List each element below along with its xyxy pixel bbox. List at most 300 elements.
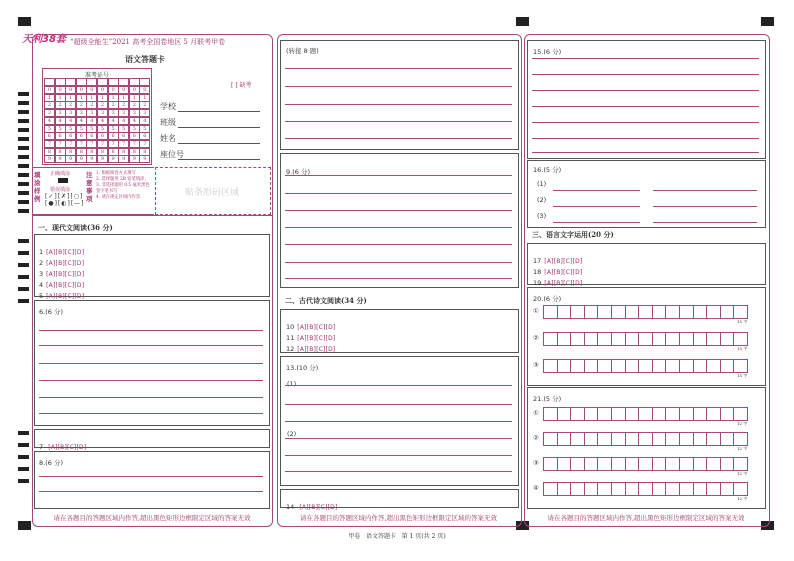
- id-digit-bubble[interactable]: 7: [44, 140, 55, 148]
- row-marker: ③: [533, 459, 539, 467]
- id-digit-bubble[interactable]: 9: [139, 155, 150, 163]
- id-digit-bubble[interactable]: 6: [108, 132, 119, 140]
- char-cell[interactable]: [665, 457, 680, 471]
- char-cell[interactable]: [693, 407, 708, 421]
- id-digit-bubble[interactable]: 2: [55, 101, 66, 109]
- id-digit-bubble[interactable]: 2: [76, 101, 87, 109]
- id-digit-bubble[interactable]: 9: [129, 155, 140, 163]
- id-digit-bubble[interactable]: 4: [44, 117, 55, 125]
- id-digit-header-cell[interactable]: [129, 78, 140, 86]
- info-field-label: 学校: [160, 102, 176, 111]
- id-digit-bubble[interactable]: 7: [86, 140, 97, 148]
- mc-options[interactable]: [A][B][C][D]: [46, 271, 85, 278]
- id-digit-bubble[interactable]: 3: [139, 109, 150, 117]
- char-cell[interactable]: [557, 457, 572, 471]
- q15-answer-line[interactable]: [532, 58, 759, 59]
- id-digit-bubble[interactable]: 2: [139, 101, 150, 109]
- info-field-input[interactable]: [178, 127, 260, 128]
- id-digit-bubble[interactable]: 3: [55, 109, 66, 117]
- char-cell[interactable]: [679, 432, 694, 446]
- char-cell[interactable]: [706, 482, 721, 496]
- timing-mark: [18, 455, 29, 459]
- mc-number: 2: [39, 259, 44, 267]
- char-cell[interactable]: [625, 332, 640, 346]
- id-digit-bubble[interactable]: 0: [118, 86, 129, 94]
- char-cell[interactable]: [611, 332, 626, 346]
- id-digit-bubble[interactable]: 5: [139, 125, 150, 133]
- id-digit-bubble[interactable]: 6: [76, 132, 87, 140]
- char-cell[interactable]: [652, 432, 667, 446]
- id-digit-bubble[interactable]: 8: [44, 148, 55, 156]
- id-digit-bubble[interactable]: 5: [86, 125, 97, 133]
- char-cell[interactable]: [570, 432, 585, 446]
- char-cell[interactable]: [733, 432, 748, 446]
- char-cell[interactable]: [557, 432, 572, 446]
- char-cell[interactable]: [720, 305, 735, 319]
- absent-checkbox[interactable]: [ ] 缺考: [231, 82, 252, 89]
- id-digit-bubble[interactable]: 4: [86, 117, 97, 125]
- id-digit-bubble[interactable]: 2: [44, 101, 55, 109]
- char-cell[interactable]: [557, 359, 572, 373]
- char-cell[interactable]: [733, 305, 748, 319]
- char-cell[interactable]: [720, 457, 735, 471]
- q16-answer-line[interactable]: [553, 206, 640, 207]
- q9-answer-line[interactable]: [285, 227, 512, 228]
- char-cell[interactable]: [638, 432, 653, 446]
- char-count-label: 15 字: [737, 319, 748, 324]
- q9-answer-line[interactable]: [285, 244, 512, 245]
- q15-answer-line[interactable]: [532, 106, 759, 107]
- q6-answer-line[interactable]: [39, 397, 263, 398]
- id-digit-bubble[interactable]: 2: [86, 101, 97, 109]
- char-cell[interactable]: [543, 432, 558, 446]
- q6-answer-line[interactable]: [39, 330, 263, 331]
- id-digit-bubble[interactable]: 0: [55, 86, 66, 94]
- char-count-label: 12 字: [737, 496, 748, 501]
- id-digit-bubble[interactable]: 0: [65, 86, 76, 94]
- id-digit-bubble[interactable]: 1: [44, 94, 55, 102]
- char-cell[interactable]: [693, 457, 708, 471]
- id-digit-bubble[interactable]: 0: [86, 86, 97, 94]
- id-digit-header-cell[interactable]: [55, 78, 66, 86]
- q20-label: 20.(6 分): [533, 295, 562, 303]
- id-digit-bubble[interactable]: 1: [97, 94, 108, 102]
- q6-answer-line[interactable]: [39, 413, 263, 414]
- mc-options[interactable]: [A][B][C][D]: [46, 293, 85, 300]
- q13-answer-line[interactable]: [285, 455, 512, 456]
- char-cell[interactable]: [584, 332, 599, 346]
- id-digit-bubble[interactable]: 4: [97, 117, 108, 125]
- id-digit-bubble[interactable]: 3: [76, 109, 87, 117]
- char-cell[interactable]: [570, 359, 585, 373]
- mc-item-14[interactable]: [286, 494, 338, 513]
- char-cell[interactable]: [611, 359, 626, 373]
- id-digit-bubble[interactable]: 0: [108, 86, 119, 94]
- char-cell[interactable]: [597, 359, 612, 373]
- id-digit-bubble[interactable]: 9: [76, 155, 87, 163]
- char-cell[interactable]: [652, 332, 667, 346]
- mc-options[interactable]: [A][B][C][D]: [46, 249, 85, 256]
- mc-options[interactable]: [A][B][C][D]: [297, 346, 336, 353]
- q15-answer-line[interactable]: [532, 122, 759, 123]
- char-cell[interactable]: [652, 407, 667, 421]
- char-cell[interactable]: [543, 359, 558, 373]
- info-field-input[interactable]: [178, 159, 260, 160]
- char-cell[interactable]: [665, 482, 680, 496]
- char-cell[interactable]: [720, 407, 735, 421]
- char-cell[interactable]: [584, 432, 599, 446]
- q16-answer-line[interactable]: [653, 190, 757, 191]
- char-cell[interactable]: [638, 407, 653, 421]
- id-digit-bubble[interactable]: 1: [65, 94, 76, 102]
- q9-answer-line[interactable]: [285, 278, 512, 279]
- char-cell[interactable]: [733, 407, 748, 421]
- char-cell[interactable]: [611, 407, 626, 421]
- char-cell[interactable]: [679, 407, 694, 421]
- char-cell[interactable]: [557, 407, 572, 421]
- char-cell[interactable]: [584, 359, 599, 373]
- id-digit-bubble[interactable]: 8: [129, 148, 140, 156]
- char-cell[interactable]: [706, 457, 721, 471]
- char-cell[interactable]: [543, 332, 558, 346]
- id-digit-bubble[interactable]: 1: [76, 94, 87, 102]
- mc-options[interactable]: [A][B][C][D]: [544, 258, 583, 265]
- char-cell[interactable]: [570, 457, 585, 471]
- id-digit-bubble[interactable]: 7: [139, 140, 150, 148]
- info-field-input[interactable]: [178, 143, 260, 144]
- mc-options[interactable]: [A][B][C][D]: [297, 335, 336, 342]
- id-digit-bubble[interactable]: 9: [118, 155, 129, 163]
- id-digit-bubble[interactable]: 3: [65, 109, 76, 117]
- char-cell[interactable]: [693, 432, 708, 446]
- id-digit-header-cell[interactable]: [86, 78, 97, 86]
- id-digit-header-cell[interactable]: [65, 78, 76, 86]
- char-cell[interactable]: [625, 359, 640, 373]
- char-cell[interactable]: [706, 432, 721, 446]
- id-digit-bubble[interactable]: 7: [97, 140, 108, 148]
- continue-answer-line[interactable]: [285, 138, 512, 139]
- timing-mark: [18, 119, 29, 123]
- q6-answer-line[interactable]: [39, 345, 263, 346]
- id-digit-bubble[interactable]: 0: [139, 86, 150, 94]
- q16-answer-line[interactable]: [553, 190, 640, 191]
- id-digit-bubble[interactable]: 4: [118, 117, 129, 125]
- id-digit-bubble[interactable]: 2: [97, 101, 108, 109]
- char-cell[interactable]: [679, 457, 694, 471]
- id-digit-bubble[interactable]: 4: [55, 117, 66, 125]
- id-digit-bubble[interactable]: 1: [86, 94, 97, 102]
- row-marker: ②: [533, 334, 539, 342]
- id-digit-bubble[interactable]: 9: [108, 155, 119, 163]
- q13-answer-line[interactable]: [285, 404, 512, 405]
- id-digit-bubble[interactable]: 8: [65, 148, 76, 156]
- id-digit-bubble[interactable]: 8: [97, 148, 108, 156]
- q9-answer-line[interactable]: [285, 210, 512, 211]
- id-digit-bubble[interactable]: 9: [44, 155, 55, 163]
- id-digit-bubble[interactable]: 8: [108, 148, 119, 156]
- char-cell[interactable]: [611, 432, 626, 446]
- char-cell[interactable]: [597, 482, 612, 496]
- char-cell[interactable]: [638, 359, 653, 373]
- info-field-input[interactable]: [178, 111, 260, 112]
- id-digit-bubble[interactable]: 3: [86, 109, 97, 117]
- id-digit-bubble[interactable]: 0: [97, 86, 108, 94]
- id-digit-bubble[interactable]: 3: [44, 109, 55, 117]
- id-digit-bubble[interactable]: 2: [65, 101, 76, 109]
- id-digit-bubble[interactable]: 9: [65, 155, 76, 163]
- id-digit-bubble[interactable]: 2: [108, 101, 119, 109]
- id-digit-bubble[interactable]: 6: [97, 132, 108, 140]
- id-digit-bubble[interactable]: 5: [76, 125, 87, 133]
- q16-part-label: (3): [537, 212, 547, 220]
- char-cell[interactable]: [679, 305, 694, 319]
- id-digit-bubble[interactable]: 1: [55, 94, 66, 102]
- continue-answer-line[interactable]: [285, 86, 512, 87]
- mc-options[interactable]: [A][B][C][D]: [544, 280, 583, 287]
- char-cell[interactable]: [665, 332, 680, 346]
- id-digit-bubble[interactable]: 8: [55, 148, 66, 156]
- char-cell[interactable]: [625, 407, 640, 421]
- row-marker: ④: [533, 484, 539, 492]
- char-cell[interactable]: [720, 332, 735, 346]
- char-cell[interactable]: [625, 305, 640, 319]
- char-cell[interactable]: [557, 305, 572, 319]
- char-cell[interactable]: [652, 457, 667, 471]
- q13-part-1: (1): [287, 380, 297, 388]
- char-cell[interactable]: [625, 432, 640, 446]
- char-cell[interactable]: [720, 432, 735, 446]
- id-digit-bubble[interactable]: 3: [97, 109, 108, 117]
- id-digit-bubble[interactable]: 3: [108, 109, 119, 117]
- registration-mark-tl: [18, 17, 31, 26]
- id-digit-header-cell[interactable]: [118, 78, 129, 86]
- correct-fill-sample: [58, 178, 68, 183]
- mc-item-12[interactable]: [286, 336, 335, 355]
- continue-answer-line[interactable]: [285, 68, 512, 69]
- mc-number: 1: [39, 248, 44, 256]
- char-cell[interactable]: [597, 407, 612, 421]
- id-digit-bubble[interactable]: 1: [129, 94, 140, 102]
- char-cell[interactable]: [679, 359, 694, 373]
- id-digit-bubble[interactable]: 4: [76, 117, 87, 125]
- mc-number: 5: [39, 292, 44, 300]
- q6-answer-line[interactable]: [39, 363, 263, 364]
- id-digit-bubble[interactable]: 6: [55, 132, 66, 140]
- id-digit-header-cell[interactable]: [108, 78, 119, 86]
- section-1-title: 一、现代文阅读(36 分): [38, 223, 113, 232]
- id-digit-bubble[interactable]: 6: [44, 132, 55, 140]
- q16-label: 16.(5 分): [533, 166, 562, 174]
- char-cell[interactable]: [597, 305, 612, 319]
- timing-mark: [18, 92, 29, 96]
- q13-answer-line[interactable]: [285, 471, 512, 472]
- id-digit-bubble[interactable]: 8: [76, 148, 87, 156]
- id-digit-bubble[interactable]: 3: [118, 109, 129, 117]
- id-digit-bubble[interactable]: 1: [139, 94, 150, 102]
- q16-answer-line[interactable]: [653, 222, 757, 223]
- char-cell[interactable]: [543, 457, 558, 471]
- id-digit-bubble[interactable]: 6: [118, 132, 129, 140]
- char-count-label: 12 字: [737, 471, 748, 476]
- char-cell[interactable]: [665, 407, 680, 421]
- char-cell[interactable]: [693, 482, 708, 496]
- id-digit-bubble[interactable]: 5: [129, 125, 140, 133]
- char-cell[interactable]: [557, 482, 572, 496]
- char-cell[interactable]: [733, 482, 748, 496]
- mc-options[interactable]: [A][B][C][D]: [544, 269, 583, 276]
- q9-answer-line[interactable]: [285, 175, 512, 176]
- q8-answer-line[interactable]: [39, 476, 263, 477]
- char-cell[interactable]: [611, 457, 626, 471]
- id-digit-bubble[interactable]: 1: [108, 94, 119, 102]
- char-cell[interactable]: [638, 332, 653, 346]
- char-cell[interactable]: [733, 457, 748, 471]
- char-cell[interactable]: [638, 482, 653, 496]
- char-cell[interactable]: [706, 359, 721, 373]
- char-cell[interactable]: [543, 305, 558, 319]
- id-digit-bubble[interactable]: 1: [118, 94, 129, 102]
- id-digit-bubble[interactable]: 0: [129, 86, 140, 94]
- char-cell[interactable]: [611, 305, 626, 319]
- char-cell[interactable]: [625, 457, 640, 471]
- id-digit-header-cell[interactable]: [44, 78, 55, 86]
- id-digit-bubble[interactable]: 9: [55, 155, 66, 163]
- q13-part-2: (2): [287, 430, 297, 438]
- q13-answer-line[interactable]: [285, 438, 512, 439]
- char-cell[interactable]: [665, 359, 680, 373]
- mc-options[interactable]: [A][B][C][D]: [46, 260, 85, 267]
- char-cell[interactable]: [665, 305, 680, 319]
- id-digit-bubble[interactable]: 7: [76, 140, 87, 148]
- char-cell[interactable]: [679, 482, 694, 496]
- q8-answer-line[interactable]: [39, 491, 263, 492]
- char-cell[interactable]: [733, 359, 748, 373]
- id-digit-bubble[interactable]: 2: [129, 101, 140, 109]
- q13-answer-line[interactable]: [285, 385, 512, 386]
- char-cell[interactable]: [570, 305, 585, 319]
- id-digit-bubble[interactable]: 8: [139, 148, 150, 156]
- char-cell[interactable]: [652, 482, 667, 496]
- id-digit-bubble[interactable]: 6: [139, 132, 150, 140]
- char-cell[interactable]: [652, 305, 667, 319]
- char-cell[interactable]: [652, 359, 667, 373]
- char-cell[interactable]: [543, 482, 558, 496]
- id-digit-bubble[interactable]: 6: [65, 132, 76, 140]
- id-digit-header-cell[interactable]: [97, 78, 108, 86]
- id-digit-bubble[interactable]: 4: [129, 117, 140, 125]
- char-cell[interactable]: [693, 332, 708, 346]
- char-cell[interactable]: [584, 457, 599, 471]
- id-digit-bubble[interactable]: 0: [44, 86, 55, 94]
- char-cell[interactable]: [638, 457, 653, 471]
- id-digit-bubble[interactable]: 5: [65, 125, 76, 133]
- char-cell[interactable]: [611, 482, 626, 496]
- q9-answer-line[interactable]: [285, 262, 512, 263]
- id-digit-bubble[interactable]: 7: [108, 140, 119, 148]
- char-cell[interactable]: [597, 332, 612, 346]
- char-cell[interactable]: [733, 332, 748, 346]
- id-digit-bubble[interactable]: 4: [65, 117, 76, 125]
- id-digit-bubble[interactable]: 2: [118, 101, 129, 109]
- id-digit-bubble[interactable]: 8: [118, 148, 129, 156]
- id-digit-bubble[interactable]: 9: [86, 155, 97, 163]
- id-digit-bubble[interactable]: 6: [129, 132, 140, 140]
- id-digit-bubble[interactable]: 4: [139, 117, 150, 125]
- id-digit-bubble[interactable]: 9: [97, 155, 108, 163]
- mc-options[interactable]: [A][B][C][D]: [299, 504, 338, 511]
- q6-label: 6.(6 分): [39, 308, 63, 316]
- char-cell[interactable]: [557, 332, 572, 346]
- q15-answer-line[interactable]: [532, 90, 759, 91]
- id-digit-bubble[interactable]: 5: [44, 125, 55, 133]
- char-cell[interactable]: [597, 432, 612, 446]
- id-digit-bubble[interactable]: 5: [97, 125, 108, 133]
- char-cell[interactable]: [597, 457, 612, 471]
- char-cell[interactable]: [706, 305, 721, 319]
- continue-answer-line[interactable]: [285, 121, 512, 122]
- char-cell[interactable]: [570, 407, 585, 421]
- char-cell[interactable]: [706, 332, 721, 346]
- id-digit-bubble[interactable]: 5: [108, 125, 119, 133]
- char-cell[interactable]: [543, 407, 558, 421]
- char-cell[interactable]: [570, 332, 585, 346]
- id-digit-bubble[interactable]: 7: [129, 140, 140, 148]
- info-field-label: 姓名: [160, 134, 176, 143]
- id-digit-bubble[interactable]: 5: [118, 125, 129, 133]
- q13-answer-line[interactable]: [285, 421, 512, 422]
- id-digit-bubble[interactable]: 7: [118, 140, 129, 148]
- q15-answer-line[interactable]: [532, 138, 759, 139]
- char-cell[interactable]: [584, 305, 599, 319]
- char-cell[interactable]: [720, 359, 735, 373]
- mc-options[interactable]: [A][B][C][D]: [297, 324, 336, 331]
- q15-label: 15.(6 分): [533, 48, 562, 56]
- char-cell[interactable]: [720, 482, 735, 496]
- id-digit-bubble[interactable]: 3: [129, 109, 140, 117]
- timing-mark: [18, 431, 29, 435]
- id-digit-bubble[interactable]: 7: [55, 140, 66, 148]
- id-digit-bubble[interactable]: 7: [65, 140, 76, 148]
- continue-answer-line[interactable]: [285, 104, 512, 105]
- id-digit-bubble[interactable]: 5: [55, 125, 66, 133]
- q16-answer-line[interactable]: [653, 206, 757, 207]
- q15-answer-line[interactable]: [532, 74, 759, 75]
- q16-answer-line[interactable]: [553, 222, 640, 223]
- char-cell[interactable]: [679, 332, 694, 346]
- id-digit-bubble[interactable]: 6: [86, 132, 97, 140]
- timing-mark: [18, 164, 29, 168]
- char-cell[interactable]: [665, 432, 680, 446]
- id-digit-header-cell[interactable]: [76, 78, 87, 86]
- id-digit-header-cell[interactable]: [139, 78, 150, 86]
- char-cell[interactable]: [584, 407, 599, 421]
- q6-answer-line[interactable]: [39, 380, 263, 381]
- char-cell[interactable]: [570, 482, 585, 496]
- char-cell[interactable]: [584, 482, 599, 496]
- mc-options[interactable]: [A][B][C][D]: [46, 282, 85, 289]
- char-cell[interactable]: [706, 407, 721, 421]
- char-cell[interactable]: [638, 305, 653, 319]
- q9-answer-line[interactable]: [285, 193, 512, 194]
- char-cell[interactable]: [625, 482, 640, 496]
- mc-options[interactable]: [A][B][C][D]: [48, 444, 87, 451]
- char-cell[interactable]: [693, 359, 708, 373]
- id-digit-bubble[interactable]: 4: [108, 117, 119, 125]
- id-digit-bubble[interactable]: 0: [76, 86, 87, 94]
- char-cell[interactable]: [693, 305, 708, 319]
- q15-answer-line[interactable]: [532, 152, 759, 153]
- id-digit-bubble[interactable]: 8: [86, 148, 97, 156]
